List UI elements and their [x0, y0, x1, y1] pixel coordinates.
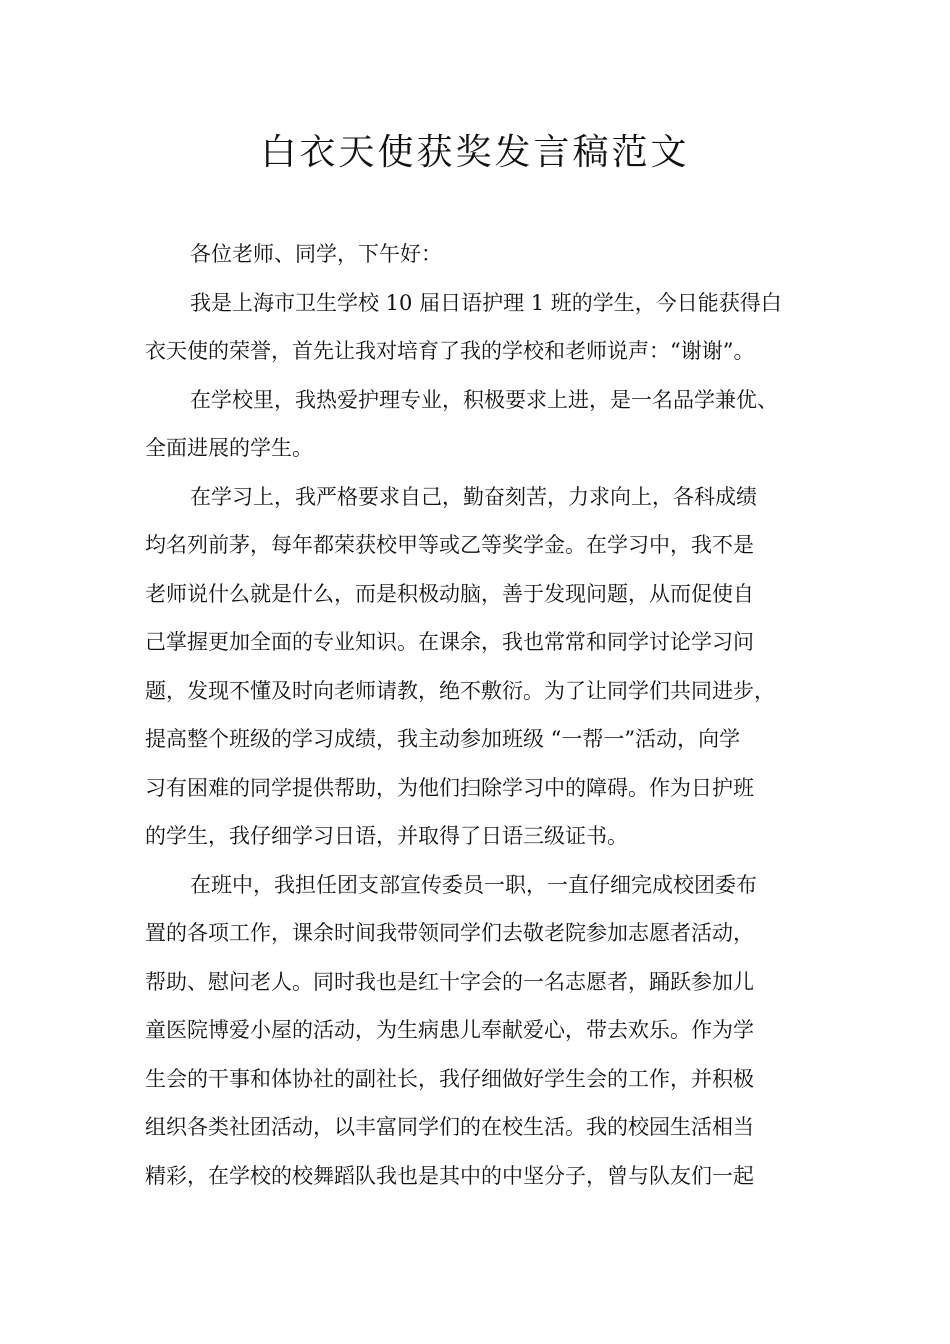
paragraph-line: 我是上海市卫生学校 10 届日语护理 1 班的学生，今日能获得白 [190, 290, 782, 315]
paragraph-line: 均名列前茅，每年都荣获校甲等或乙等奖学金。在学习中，我不是 [145, 533, 754, 557]
paragraph-line: 全面进展的学生。 [145, 436, 313, 460]
paragraph-line: 精彩，在学校的校舞蹈队我也是其中的中坚分子，曾与队友们一起 [145, 1163, 754, 1188]
page-title: 白衣天使获奖发言稿范文 [260, 132, 690, 173]
paragraph-line: 老师说什么就是什么，而是积极动脑，善于发现问题，从而促使自 [145, 581, 754, 606]
paragraph-line: 习有困难的同学提供帮助，为他们扫除学习中的障碍。作为日护班 [145, 775, 754, 800]
paragraph-line: 童医院博爱小屋的活动，为生病患儿奉献爱心，带去欢乐。作为学 [145, 1018, 754, 1042]
document-body [145, 230, 825, 1200]
paragraph-line: 的学生，我仔细学习日语，并取得了日语三级证书。 [145, 824, 628, 848]
paragraph-line: 题，发现不懂及时向老师请教，绝不敷衍。为了让同学们共同进步， [145, 678, 775, 703]
paragraph-line: 置的各项工作，课余时间我带领同学们去敬老院参加志愿者活动， [145, 921, 754, 945]
paragraph-line: 在班中，我担任团支部宣传委员一职，一直仔细完成校团委布 [190, 872, 757, 897]
paragraph-line: 己掌握更加全面的专业知识。在课余，我也常常和同学讨论学习问 [145, 630, 754, 654]
paragraph-line: 衣天使的荣誉，首先让我对培育了我的学校和老师说声：“谢谢”。 [145, 339, 755, 363]
paragraph-line: 各位老师、同学，下午好： [190, 242, 442, 266]
paragraph-line: 在学习上，我严格要求自己，勤奋刻苦，力求向上，各科成绩 [190, 484, 757, 509]
paragraph-line: 组织各类社团活动，以丰富同学们的在校生活。我的校园生活相当 [145, 1115, 754, 1139]
paragraph-line: 帮助、慰问老人。同时我也是红十字会的一名志愿者，踊跃参加儿 [145, 969, 754, 994]
paragraph-line: 生会的干事和体协社的副社长，我仔细做好学生会的工作，并积极 [145, 1066, 754, 1091]
paragraph-line: 提高整个班级的学习成绩，我主动参加班级 “一帮一”活动，向学 [145, 727, 741, 751]
paragraph-line: 在学校里，我热爱护理专业，积极要求上进，是一名品学兼优、 [190, 387, 778, 412]
